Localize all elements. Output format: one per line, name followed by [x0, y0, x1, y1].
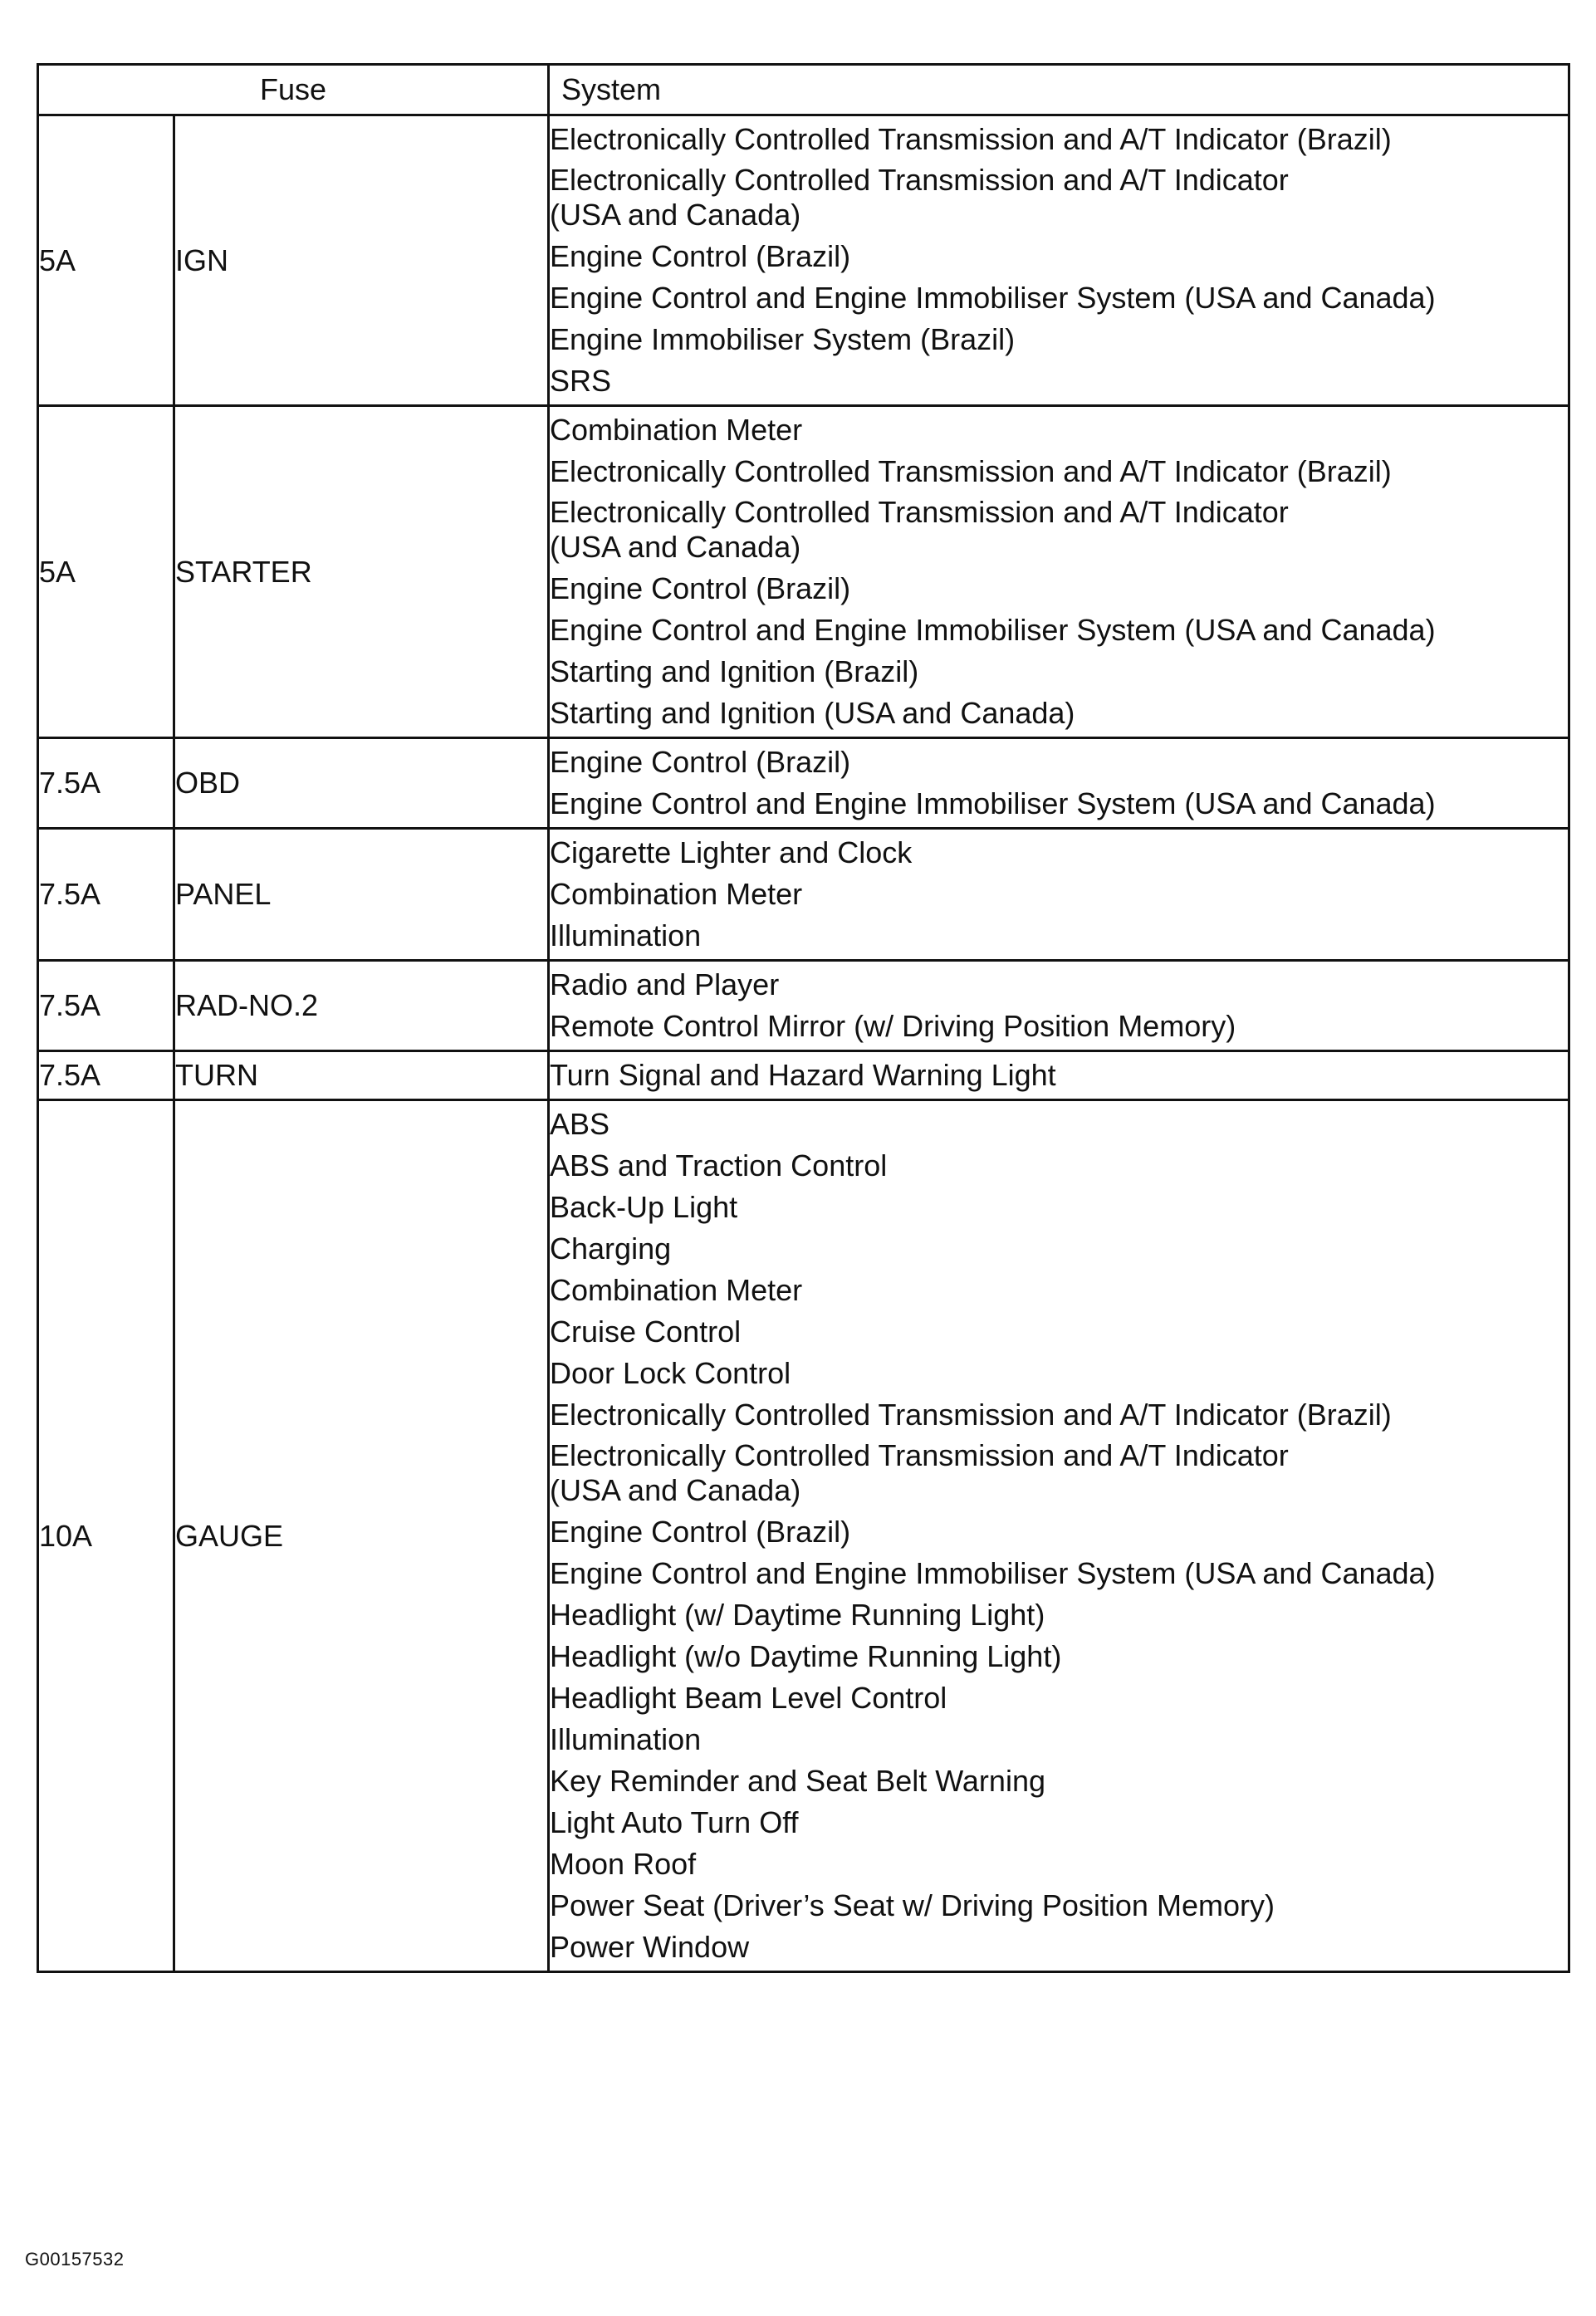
system-item: Starting and Ignition (USA and Canada) — [550, 696, 1075, 730]
system-item: Moon Roof — [550, 1847, 697, 1881]
system-item: Electronically Controlled Transmission and A/T Indicator (Brazil) — [550, 1398, 1392, 1432]
fuse-rating: 7.5A — [38, 738, 174, 829]
system-item: Starting and Ignition (Brazil) — [550, 654, 919, 688]
fuse-name: RAD-NO.2 — [174, 961, 549, 1051]
system-item: Headlight Beam Level Control — [550, 1681, 947, 1715]
system-item: Engine Control and Engine Immobiliser System (USA and Canada) — [550, 281, 1436, 315]
fuse-name: PANEL — [174, 829, 549, 961]
system-item: Combination Meter — [550, 1273, 803, 1307]
system-item: ABS and Traction Control — [550, 1148, 888, 1182]
fuse-name: GAUGE — [174, 1100, 549, 1972]
fuse-rating: 5A — [38, 115, 174, 406]
system-item: Engine Control (Brazil) — [550, 745, 851, 779]
fuse-row — [38, 115, 1569, 406]
system-item: Engine Immobiliser System (Brazil) — [550, 322, 1016, 356]
fuse-table — [37, 63, 1570, 1973]
header-row — [38, 65, 1569, 115]
system-item: Headlight (w/o Daytime Running Light) — [550, 1639, 1062, 1673]
system-item: Cruise Control — [550, 1315, 742, 1349]
system-item: Combination Meter — [550, 413, 803, 447]
system-item: Engine Control and Engine Immobiliser System (USA and Canada) — [550, 786, 1436, 820]
system-item: Engine Control (Brazil) — [550, 1515, 851, 1549]
system-item: Engine Control and Engine Immobiliser System (USA and Canada) — [550, 613, 1436, 647]
fuse-systems-cell — [549, 961, 1569, 1051]
system-item: SRS — [550, 364, 612, 398]
fuse-systems-cell — [549, 829, 1569, 961]
system-item: Charging — [550, 1231, 672, 1266]
system-item: Electronically Controlled Transmission and A/T Indicator (Brazil) — [550, 122, 1392, 156]
fuse-systems-cell — [549, 738, 1569, 829]
fuse-name: TURN — [174, 1051, 549, 1100]
system-item: Light Auto Turn Off — [550, 1805, 799, 1839]
system-item: Remote Control Mirror (w/ Driving Position Memory) — [550, 1009, 1236, 1043]
system-item: Illumination — [550, 1722, 702, 1756]
fuse-name: IGN — [174, 115, 549, 406]
fuse-rating: 7.5A — [38, 1051, 174, 1100]
fuse-rating: 7.5A — [38, 829, 174, 961]
system-item: Power Seat (Driver’s Seat w/ Driving Position Memory) — [550, 1888, 1275, 1922]
system-item: Engine Control (Brazil) — [550, 571, 851, 605]
fuse-rating: 7.5A — [38, 961, 174, 1051]
fuse-name: STARTER — [174, 406, 549, 738]
system-item: Electronically Controlled Transmission and A/T Indicator (USA and Canada) — [550, 1438, 1289, 1507]
system-item: Electronically Controlled Transmission and A/T Indicator (USA and Canada) — [550, 163, 1289, 232]
system-item: Power Window — [550, 1930, 750, 1964]
fuse-systems-cell — [549, 1051, 1569, 1100]
fuse-row — [38, 1100, 1569, 1972]
system-item: ABS — [550, 1107, 610, 1141]
fuse-row — [38, 829, 1569, 961]
system-item: Headlight (w/ Daytime Running Light) — [550, 1598, 1045, 1632]
fuse-row — [38, 961, 1569, 1051]
system-item: Engine Control and Engine Immobiliser System (USA and Canada) — [550, 1556, 1436, 1590]
fuse-rating: 5A — [38, 406, 174, 738]
fuse-systems-cell — [549, 1100, 1569, 1972]
system-column-header: System — [549, 65, 1569, 115]
fuse-row — [38, 1051, 1569, 1100]
system-item: Electronically Controlled Transmission and A/T Indicator (Brazil) — [550, 454, 1392, 488]
fuse-row — [38, 406, 1569, 738]
fuse-row — [38, 738, 1569, 829]
system-item: Electronically Controlled Transmission and A/T Indicator (USA and Canada) — [550, 495, 1289, 564]
system-item: Illumination — [550, 918, 702, 952]
system-item: Key Reminder and Seat Belt Warning — [550, 1764, 1045, 1798]
fuse-systems-cell — [549, 406, 1569, 738]
system-item: Combination Meter — [550, 877, 803, 911]
system-item: Engine Control (Brazil) — [550, 239, 851, 273]
figure-id: G00157532 — [25, 2249, 125, 2269]
fuse-rating: 10A — [38, 1100, 174, 1972]
fuse-column-header: Fuse — [38, 65, 549, 115]
system-item: Cigarette Lighter and Clock — [550, 835, 913, 869]
system-item: Door Lock Control — [550, 1356, 791, 1390]
system-item: Radio and Player — [550, 967, 780, 1001]
fuse-systems-cell — [549, 115, 1569, 406]
system-item: Back-Up Light — [550, 1190, 738, 1224]
system-item: Turn Signal and Hazard Warning Light — [550, 1058, 1056, 1092]
fuse-name: OBD — [174, 738, 549, 829]
